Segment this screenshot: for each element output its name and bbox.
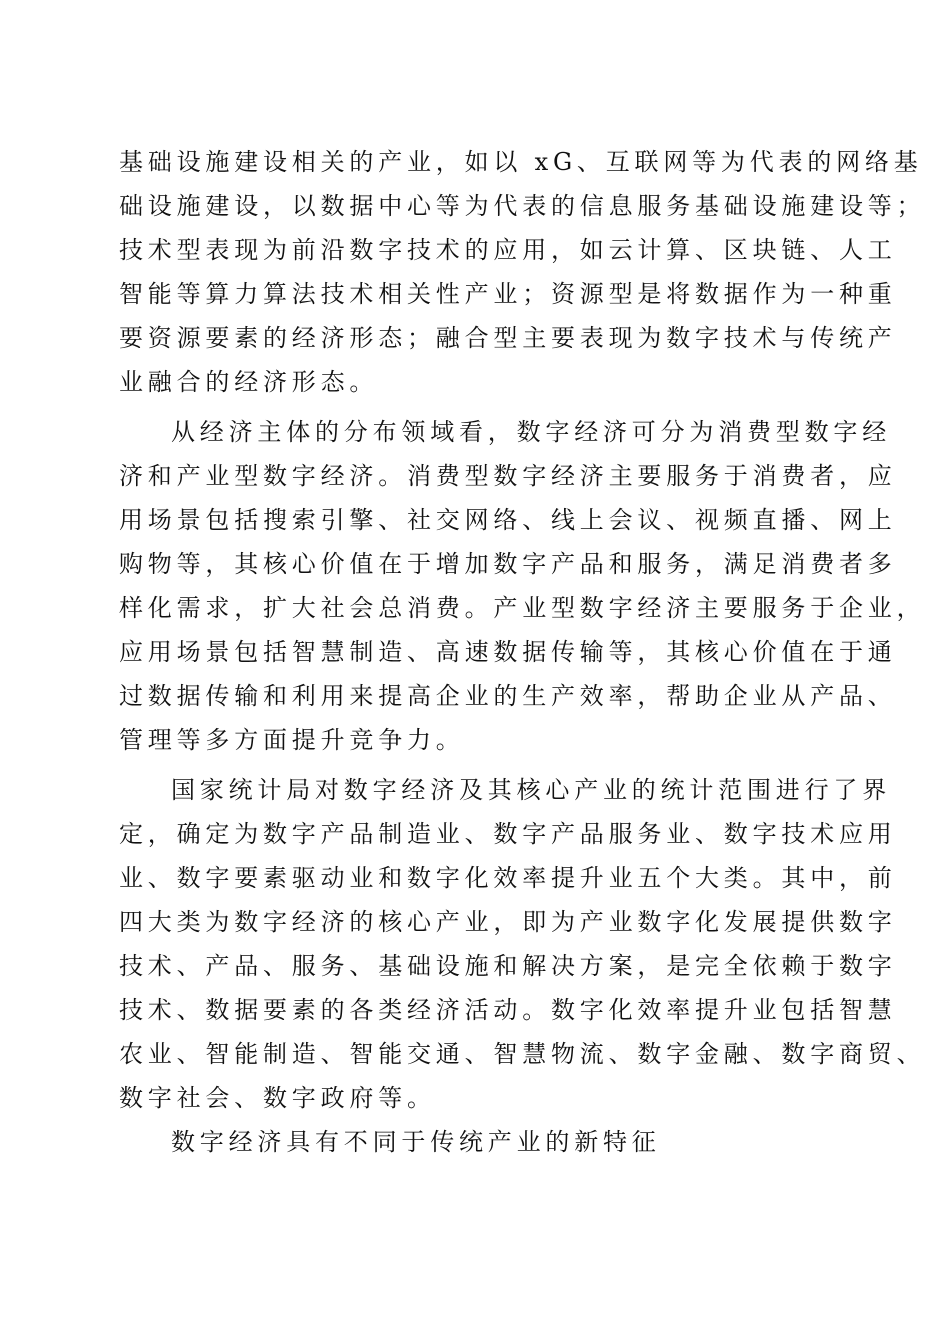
text-line: 技术、产品、服务、基础设施和解决方案，是完全依赖于数字 [119,952,897,980]
text-line: 四大类为数字经济的核心产业，即为产业数字化发展提供数字 [119,908,897,936]
text-line: 业、数字要素驱动业和数字化效率提升业五个大类。其中，前 [119,864,897,892]
text-line: 样化需求，扩大社会总消费。产业型数字经济主要服务于企业， [119,594,926,622]
text-line: 农业、智能制造、智能交通、智慧物流、数字金融、数字商贸、 [119,1040,926,1068]
text-line: 从经济主体的分布领域看，数字经济可分为消费型数字经 [171,418,891,446]
text-line: 数字社会、数字政府等。 [119,1084,436,1112]
text-line: 济和产业型数字经济。消费型数字经济主要服务于消费者，应 [119,462,897,490]
text-line: 用场景包括搜索引擎、社交网络、线上会议、视频直播、网上 [119,506,897,534]
text-line: 数字经济具有不同于传统产业的新特征 [171,1128,661,1156]
text-line: 础设施建设，以数据中心等为代表的信息服务基础设施建设等； [119,192,926,220]
text-line: 技术型表现为前沿数字技术的应用，如云计算、区块链、人工 [119,236,897,264]
text-line: 基础设施建设相关的产业，如以 xG、互联网等为代表的网络基 [119,148,923,176]
text-line: 管理等多方面提升竞争力。 [119,726,465,754]
text-line: 智能等算力算法技术相关性产业；资源型是将数据作为一种重 [119,280,897,308]
text-line: 定，确定为数字产品制造业、数字产品服务业、数字技术应用 [119,820,897,848]
text-line: 业融合的经济形态。 [119,368,379,396]
text-line: 技术、数据要素的各类经济活动。数字化效率提升业包括智慧 [119,996,897,1024]
text-line: 应用场景包括智慧制造、高速数据传输等，其核心价值在于通 [119,638,897,666]
text-line: 购物等，其核心价值在于增加数字产品和服务，满足消费者多 [119,550,897,578]
text-line: 过数据传输和利用来提高企业的生产效率，帮助企业从产品、 [119,682,897,710]
text-line: 要资源要素的经济形态；融合型主要表现为数字技术与传统产 [119,324,897,352]
text-line: 国家统计局对数字经济及其核心产业的统计范围进行了界 [171,776,891,804]
